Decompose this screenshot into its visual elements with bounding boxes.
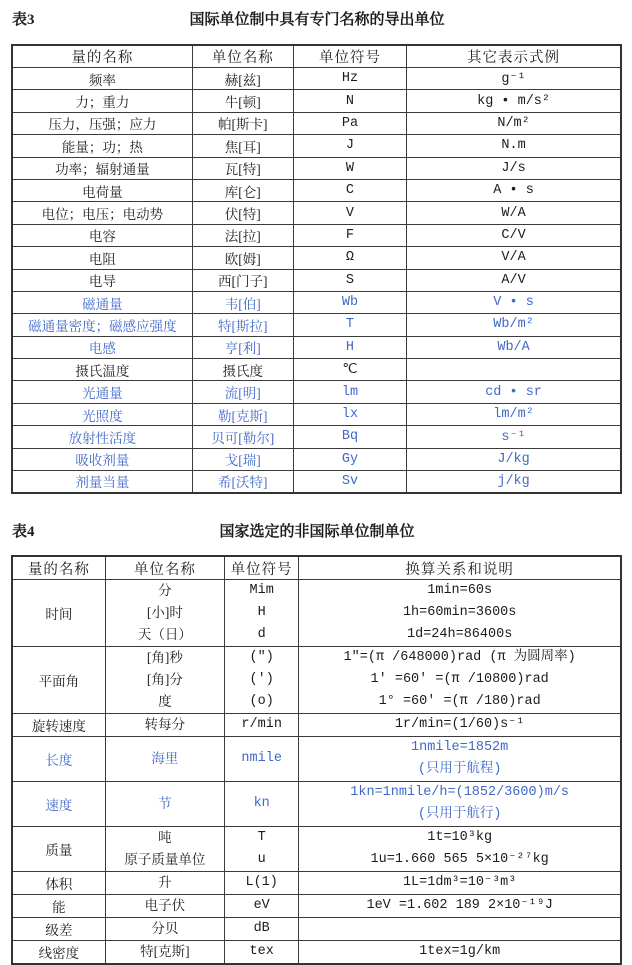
- quantity-name-cell: 时间: [12, 580, 105, 647]
- unit-symbol-line: u: [257, 852, 266, 868]
- unit-symbol-line: L(1): [245, 875, 278, 891]
- unit-symbol-cell: [225, 941, 299, 965]
- unit-name-cell: 库[仑]: [192, 179, 293, 201]
- table-row: [12, 827, 621, 872]
- unit-name-line: 天（日）: [137, 627, 192, 643]
- unit-symbol-line: T: [257, 830, 266, 846]
- unit-symbol-cell: H: [293, 336, 406, 358]
- unit-symbol-cell: J: [293, 135, 406, 157]
- example-cell: Wb/A: [407, 336, 621, 358]
- unit-symbol-cell: [225, 782, 299, 827]
- conversion-line: 1t=10³kg: [427, 830, 493, 846]
- unit-name-cell: [105, 918, 224, 941]
- quantity-name-cell: 电位；电压；电动势: [12, 202, 192, 224]
- quantity-name-cell: 体积: [12, 872, 105, 895]
- unit-name-cell: 亨[利]: [192, 336, 293, 358]
- table4-caption: [11, 520, 623, 542]
- unit-name-cell: 牛[顿]: [192, 90, 293, 112]
- unit-name-line: 分贝: [151, 921, 179, 937]
- quantity-name-cell: 电感: [12, 336, 192, 358]
- example-cell: kg • m/s²: [407, 90, 621, 112]
- unit-symbol-cell: [225, 580, 299, 647]
- unit-symbol-line: eV: [253, 898, 270, 914]
- conversion-line: 1' =60' =(π /10800)rad: [370, 672, 549, 688]
- quantity-name-cell: 电阻: [12, 247, 192, 269]
- unit-name-cell: [105, 647, 224, 714]
- example-cell: [407, 359, 621, 381]
- table-row: [12, 269, 621, 291]
- unit-name-cell: [105, 714, 224, 737]
- unit-name-cell: 特[斯拉]: [192, 314, 293, 336]
- table-row: [12, 336, 621, 358]
- example-cell: A/V: [407, 269, 621, 291]
- unit-name-cell: 欧[姆]: [192, 247, 293, 269]
- unit-name-cell: 流[明]: [192, 381, 293, 403]
- conversion-line: 1d=24h=86400s: [407, 627, 513, 643]
- table-row: [12, 448, 621, 470]
- unit-name-line: 特[克斯]: [140, 944, 190, 960]
- conversion-cell: [299, 827, 621, 872]
- unit-symbol-cell: [225, 827, 299, 872]
- example-cell: s⁻¹: [407, 426, 621, 448]
- table-row: [12, 90, 621, 112]
- unit-symbol-cell: [225, 647, 299, 714]
- unit-symbol-cell: Bq: [293, 426, 406, 448]
- example-cell: Wb/m²: [407, 314, 621, 336]
- quantity-name-cell: 线密度: [12, 941, 105, 965]
- quantity-name-cell: 吸收剂量: [12, 448, 192, 470]
- table-row: [12, 179, 621, 201]
- example-cell: V/A: [407, 247, 621, 269]
- table3-title: 国际单位制中具有专门名称的导出单位: [189, 12, 445, 28]
- table-row: [12, 471, 621, 493]
- example-cell: J/kg: [407, 448, 621, 470]
- unit-name-cell: [105, 580, 224, 647]
- example-cell: j/kg: [407, 471, 621, 493]
- table-row: [12, 135, 621, 157]
- quantity-name-cell: 压力，压强；应力: [12, 112, 192, 134]
- unit-name-cell: 焦[耳]: [192, 135, 293, 157]
- unit-name-cell: 西[门子]: [192, 269, 293, 291]
- conversion-cell: [299, 918, 621, 941]
- unit-symbol-cell: W: [293, 157, 406, 179]
- table-row: [12, 782, 621, 827]
- table-row: [12, 291, 621, 313]
- section-gap: [11, 494, 623, 518]
- table4-label: 表4: [12, 523, 35, 540]
- example-cell: A • s: [407, 179, 621, 201]
- non-si-units-table: [11, 555, 622, 965]
- unit-symbol-line: d: [257, 627, 266, 643]
- example-cell: V • s: [407, 291, 621, 313]
- table-header-row: [12, 45, 621, 68]
- table-row: [12, 314, 621, 336]
- table-header-row: [12, 556, 621, 580]
- unit-symbol-cell: Ω: [293, 247, 406, 269]
- quantity-name-cell: 旋转速度: [12, 714, 105, 737]
- unit-name-cell: [105, 895, 224, 918]
- unit-symbol-line: H: [257, 605, 266, 621]
- unit-name-cell: 戈[瑞]: [192, 448, 293, 470]
- table-row: [12, 737, 621, 782]
- conversion-line: 1u=1.660 565 5×10⁻²⁷kg: [370, 852, 549, 868]
- table-row: [12, 714, 621, 737]
- unit-symbol-line: (o): [249, 694, 274, 710]
- column-header-example: 其它表示式例: [407, 45, 621, 68]
- quantity-name-cell: 平面角: [12, 647, 105, 714]
- unit-name-line: 原子质量单位: [124, 852, 206, 868]
- quantity-name-cell: 放射性活度: [12, 426, 192, 448]
- unit-symbol-line: kn: [253, 796, 270, 812]
- unit-symbol-cell: [225, 872, 299, 895]
- conversion-line: (只用于航行): [417, 807, 502, 823]
- quantity-name-cell: 电容: [12, 224, 192, 246]
- unit-name-cell: [105, 737, 224, 782]
- quantity-name-cell: 质量: [12, 827, 105, 872]
- example-cell: C/V: [407, 224, 621, 246]
- column-header-unit-name: 单位名称: [105, 556, 224, 580]
- unit-name-cell: 摄氏度: [192, 359, 293, 381]
- unit-name-line: 升: [158, 875, 172, 891]
- conversion-cell: [299, 782, 621, 827]
- si-derived-units-table: [11, 44, 622, 494]
- table-row: [12, 941, 621, 965]
- unit-name-line: [角]秒: [146, 650, 183, 666]
- unit-name-cell: 希[沃特]: [192, 471, 293, 493]
- unit-name-line: 吨: [158, 830, 172, 846]
- table4-body: [12, 580, 621, 965]
- conversion-cell: [299, 647, 621, 714]
- table-row: [12, 895, 621, 918]
- unit-name-cell: 瓦[特]: [192, 157, 293, 179]
- quantity-name-cell: 剂量当量: [12, 471, 192, 493]
- table3-caption: [11, 8, 623, 30]
- table-row: [12, 359, 621, 381]
- conversion-cell: [299, 714, 621, 737]
- conversion-line: 1eV =1.602 189 2×10⁻¹⁹J: [366, 898, 553, 914]
- conversion-cell: [299, 895, 621, 918]
- unit-name-line: 节: [158, 796, 172, 812]
- quantity-name-cell: 速度: [12, 782, 105, 827]
- unit-name-line: [角]分: [146, 672, 183, 688]
- unit-symbol-cell: [225, 737, 299, 782]
- unit-symbol-line: (″): [249, 650, 274, 666]
- unit-symbol-line: r/min: [241, 717, 282, 733]
- example-cell: N.m: [407, 135, 621, 157]
- quantity-name-cell: 能量；功；热: [12, 135, 192, 157]
- quantity-name-cell: 长度: [12, 737, 105, 782]
- table3-body: [12, 68, 621, 493]
- unit-name-cell: [105, 872, 224, 895]
- column-header-quantity: 量的名称: [12, 556, 105, 580]
- example-cell: J/s: [407, 157, 621, 179]
- table-row: [12, 403, 621, 425]
- conversion-line: 1° =60' =(π /180)rad: [378, 694, 541, 710]
- column-header-unit-symbol: 单位符号: [225, 556, 299, 580]
- table-row: [12, 68, 621, 90]
- unit-symbol-cell: Sv: [293, 471, 406, 493]
- quantity-name-cell: 磁通量密度；磁感应强度: [12, 314, 192, 336]
- column-header-unit-name: 单位名称: [192, 45, 293, 68]
- quantity-name-cell: 光照度: [12, 403, 192, 425]
- table-row: [12, 112, 621, 134]
- unit-name-line: 度: [158, 694, 172, 710]
- quantity-name-cell: 磁通量: [12, 291, 192, 313]
- unit-symbol-cell: [225, 714, 299, 737]
- unit-name-cell: [105, 827, 224, 872]
- conversion-line: 1″=(π /648000)rad (π 为圆周率): [343, 650, 576, 666]
- unit-symbol-cell: ℃: [293, 359, 406, 381]
- unit-symbol-cell: Hz: [293, 68, 406, 90]
- unit-name-cell: 伏[特]: [192, 202, 293, 224]
- unit-symbol-cell: Wb: [293, 291, 406, 313]
- unit-name-cell: 法[拉]: [192, 224, 293, 246]
- quantity-name-cell: 力；重力: [12, 90, 192, 112]
- table-row: [12, 157, 621, 179]
- conversion-line: 1nmile=1852m: [411, 740, 509, 756]
- unit-name-cell: [105, 941, 224, 965]
- unit-name-line: [小]时: [146, 605, 183, 621]
- unit-symbol-line: tex: [249, 944, 274, 960]
- quantity-name-cell: 功率；辐射通量: [12, 157, 192, 179]
- table3-label: 表3: [12, 12, 35, 28]
- unit-name-line: 转每分: [144, 717, 186, 733]
- conversion-cell: [299, 580, 621, 647]
- unit-name-line: 分: [158, 583, 172, 599]
- quantity-name-cell: 电荷量: [12, 179, 192, 201]
- unit-symbol-cell: lx: [293, 403, 406, 425]
- unit-symbol-cell: T: [293, 314, 406, 336]
- quantity-name-cell: 摄氏温度: [12, 359, 192, 381]
- unit-symbol-line: Mim: [249, 583, 274, 599]
- unit-symbol-cell: F: [293, 224, 406, 246]
- conversion-line: 1min=60s: [427, 583, 493, 599]
- conversion-line: 1h=60min=3600s: [402, 605, 517, 621]
- unit-symbol-cell: N: [293, 90, 406, 112]
- table-row: [12, 580, 621, 647]
- table4-title: 国家选定的非国际单位制单位: [219, 523, 415, 540]
- conversion-cell: [299, 872, 621, 895]
- unit-name-cell: 帕[斯卡]: [192, 112, 293, 134]
- quantity-name-cell: 频率: [12, 68, 192, 90]
- table-row: [12, 224, 621, 246]
- table-row: [12, 647, 621, 714]
- quantity-name-cell: 级差: [12, 918, 105, 941]
- table-row: [12, 918, 621, 941]
- unit-name-cell: 勒[克斯]: [192, 403, 293, 425]
- example-cell: N/m²: [407, 112, 621, 134]
- table-row: [12, 202, 621, 224]
- conversion-line: (只用于航程): [417, 762, 502, 778]
- quantity-name-cell: 能: [12, 895, 105, 918]
- column-header-quantity: 量的名称: [12, 45, 192, 68]
- unit-symbol-cell: Gy: [293, 448, 406, 470]
- unit-symbol-cell: [225, 895, 299, 918]
- unit-symbol-cell: V: [293, 202, 406, 224]
- example-cell: g⁻¹: [407, 68, 621, 90]
- quantity-name-cell: 电导: [12, 269, 192, 291]
- conversion-line: [301, 918, 618, 940]
- conversion-line: 1kn=1nmile/h=(1852/3600)m/s: [350, 785, 570, 801]
- conversion-cell: [299, 941, 621, 965]
- unit-symbol-cell: [225, 918, 299, 941]
- unit-symbol-cell: Pa: [293, 112, 406, 134]
- quantity-name-cell: 光通量: [12, 381, 192, 403]
- example-cell: lm/m²: [407, 403, 621, 425]
- unit-name-cell: [105, 782, 224, 827]
- example-cell: cd • sr: [407, 381, 621, 403]
- table-row: [12, 872, 621, 895]
- table-row: [12, 426, 621, 448]
- unit-symbol-cell: C: [293, 179, 406, 201]
- unit-name-line: 海里: [151, 751, 179, 767]
- column-header-conversion: 换算关系和说明: [299, 556, 621, 580]
- unit-name-cell: 赫[兹]: [192, 68, 293, 90]
- unit-name-cell: 韦[伯]: [192, 291, 293, 313]
- unit-symbol-line: (′): [249, 672, 274, 688]
- table-row: [12, 247, 621, 269]
- conversion-line: 1tex=1g/km: [419, 944, 501, 960]
- column-header-unit-symbol: 单位符号: [293, 45, 406, 68]
- unit-symbol-line: dB: [253, 921, 270, 937]
- unit-name-cell: 贝可[勒尔]: [192, 426, 293, 448]
- conversion-line: 1L=1dm³=10⁻³m³: [402, 875, 517, 891]
- conversion-cell: [299, 737, 621, 782]
- table-row: [12, 381, 621, 403]
- example-cell: W/A: [407, 202, 621, 224]
- unit-symbol-line: nmile: [241, 751, 282, 767]
- unit-symbol-cell: S: [293, 269, 406, 291]
- unit-symbol-cell: lm: [293, 381, 406, 403]
- unit-name-line: 电子伏: [144, 898, 186, 914]
- conversion-line: 1r/min=(1/60)s⁻¹: [394, 717, 525, 733]
